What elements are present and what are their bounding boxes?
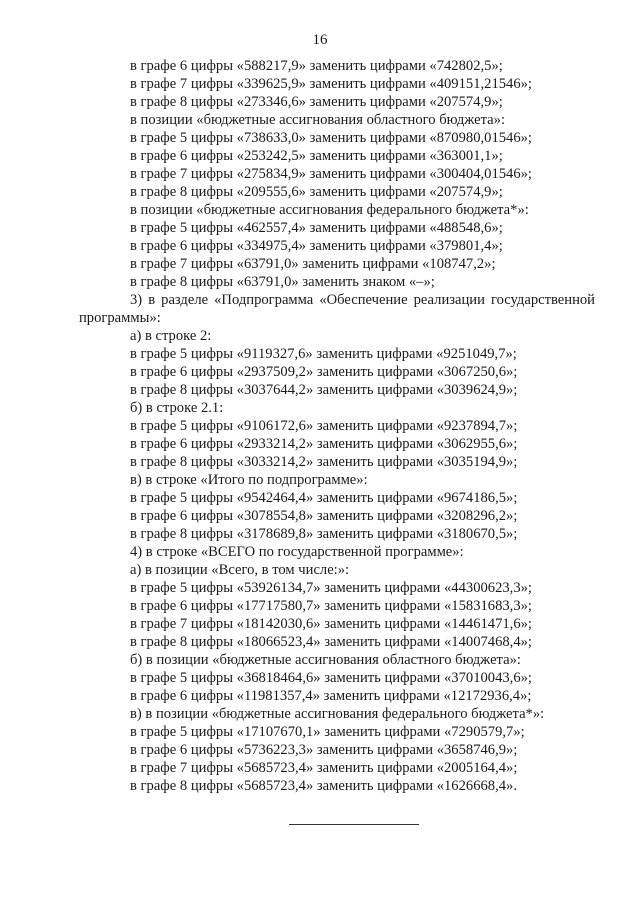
text-line: а) в строке 2: [130,328,212,344]
text-line: в графе 8 цифры «273346,6» заменить цифрами «207574,9»; [130,94,503,110]
text-line: в графе 5 цифры «9106172,6» заменить цифрами «9237894,7»; [130,418,518,434]
text-line: в графе 6 цифры «5736223,3» заменить цифрами «3658746,9»; [130,742,518,758]
text-line: программы»: [79,310,161,326]
text-line: в графе 6 цифры «17717580,7» заменить цифрами «15831683,3»; [130,598,532,614]
text-line: в графе 5 цифры «9119327,6» заменить цифрами «9251049,7»; [130,346,517,362]
text-line: в графе 6 цифры «253242,5» заменить цифрами «363001,1»; [130,148,503,164]
text-line: в) в позиции «бюджетные ассигнования федерального бюджета*»: [130,706,545,722]
text-line: в позиции «бюджетные ассигнования федерального бюджета*»: [130,202,529,218]
footer-separator-line [289,824,419,825]
text-line: в графе 8 цифры «3037644,2» заменить цифрами «3039624,9»; [130,382,518,398]
text-line: в графе 6 цифры «2937509,2» заменить цифрами «3067250,6»; [130,364,518,380]
text-line: в графе 7 цифры «18142030,6» заменить цифрами «14461471,6»; [130,616,532,632]
text-line: в графе 7 цифры «5685723,4» заменить цифрами «2005164,4»; [130,760,518,776]
text-line: в графе 6 цифры «334975,4» заменить цифрами «379801,4»; [130,238,503,254]
text-line: в графе 6 цифры «588217,9» заменить цифрами «742802,5»; [130,58,503,74]
text-line: в графе 5 цифры «9542464,4» заменить цифрами «9674186,5»; [130,490,518,506]
text-line: в графе 6 цифры «11981357,4» заменить цифрами «12172936,4»; [130,688,532,704]
text-line: в графе 8 цифры «18066523,4» заменить цифрами «14007468,4»; [130,634,532,650]
text-line: в позиции «бюджетные ассигнования областного бюджета»: [130,112,505,128]
text-line: а) в позиции «Всего, в том числе:»: [130,562,350,578]
page-number: 16 [312,32,328,48]
text-line: 3) в разделе «Подпрограмма «Обеспечение реализации государственной [130,292,595,308]
text-line: 4) в строке «ВСЕГО по государственной программе»: [130,544,464,560]
text-line: в графе 7 цифры «275834,9» заменить цифрами «300404,01546»; [130,166,532,182]
text-line: в графе 6 цифры «3078554,8» заменить цифрами «3208296,2»; [130,508,518,524]
text-line: б) в строке 2.1: [130,400,224,416]
text-line: в) в строке «Итого по подпрограмме»: [130,472,368,488]
text-line: в графе 5 цифры «462557,4» заменить цифрами «488548,6»; [130,220,503,236]
text-line: в графе 5 цифры «53926134,7» заменить цифрами «44300623,3»; [130,580,532,596]
text-line: в графе 7 цифры «339625,9» заменить цифрами «409151,21546»; [130,76,532,92]
text-line: в графе 8 цифры «209555,6» заменить цифрами «207574,9»; [130,184,503,200]
text-line: в графе 7 цифры «63791,0» заменить цифрами «108747,2»; [130,256,496,272]
text-line: в графе 6 цифры «2933214,2» заменить цифрами «3062955,6»; [130,436,518,452]
text-line: в графе 5 цифры «738633,0» заменить цифрами «870980,01546»; [130,130,532,146]
text-line: б) в позиции «бюджетные ассигнования областного бюджета»: [130,652,521,668]
text-line: в графе 8 цифры «3178689,8» заменить цифрами «3180670,5»; [130,526,518,542]
text-line: в графе 8 цифры «5685723,4» заменить цифрами «1626668,4». [130,778,517,794]
text-line: в графе 5 цифры «17107670,1» заменить цифрами «7290579,7»; [130,724,525,740]
text-line: в графе 8 цифры «3033214,2» заменить цифрами «3035194,9»; [130,454,518,470]
text-line: в графе 8 цифры «63791,0» заменить знаком «–»; [130,274,435,290]
text-line: в графе 5 цифры «36818464,6» заменить цифрами «37010043,6»; [130,670,532,686]
